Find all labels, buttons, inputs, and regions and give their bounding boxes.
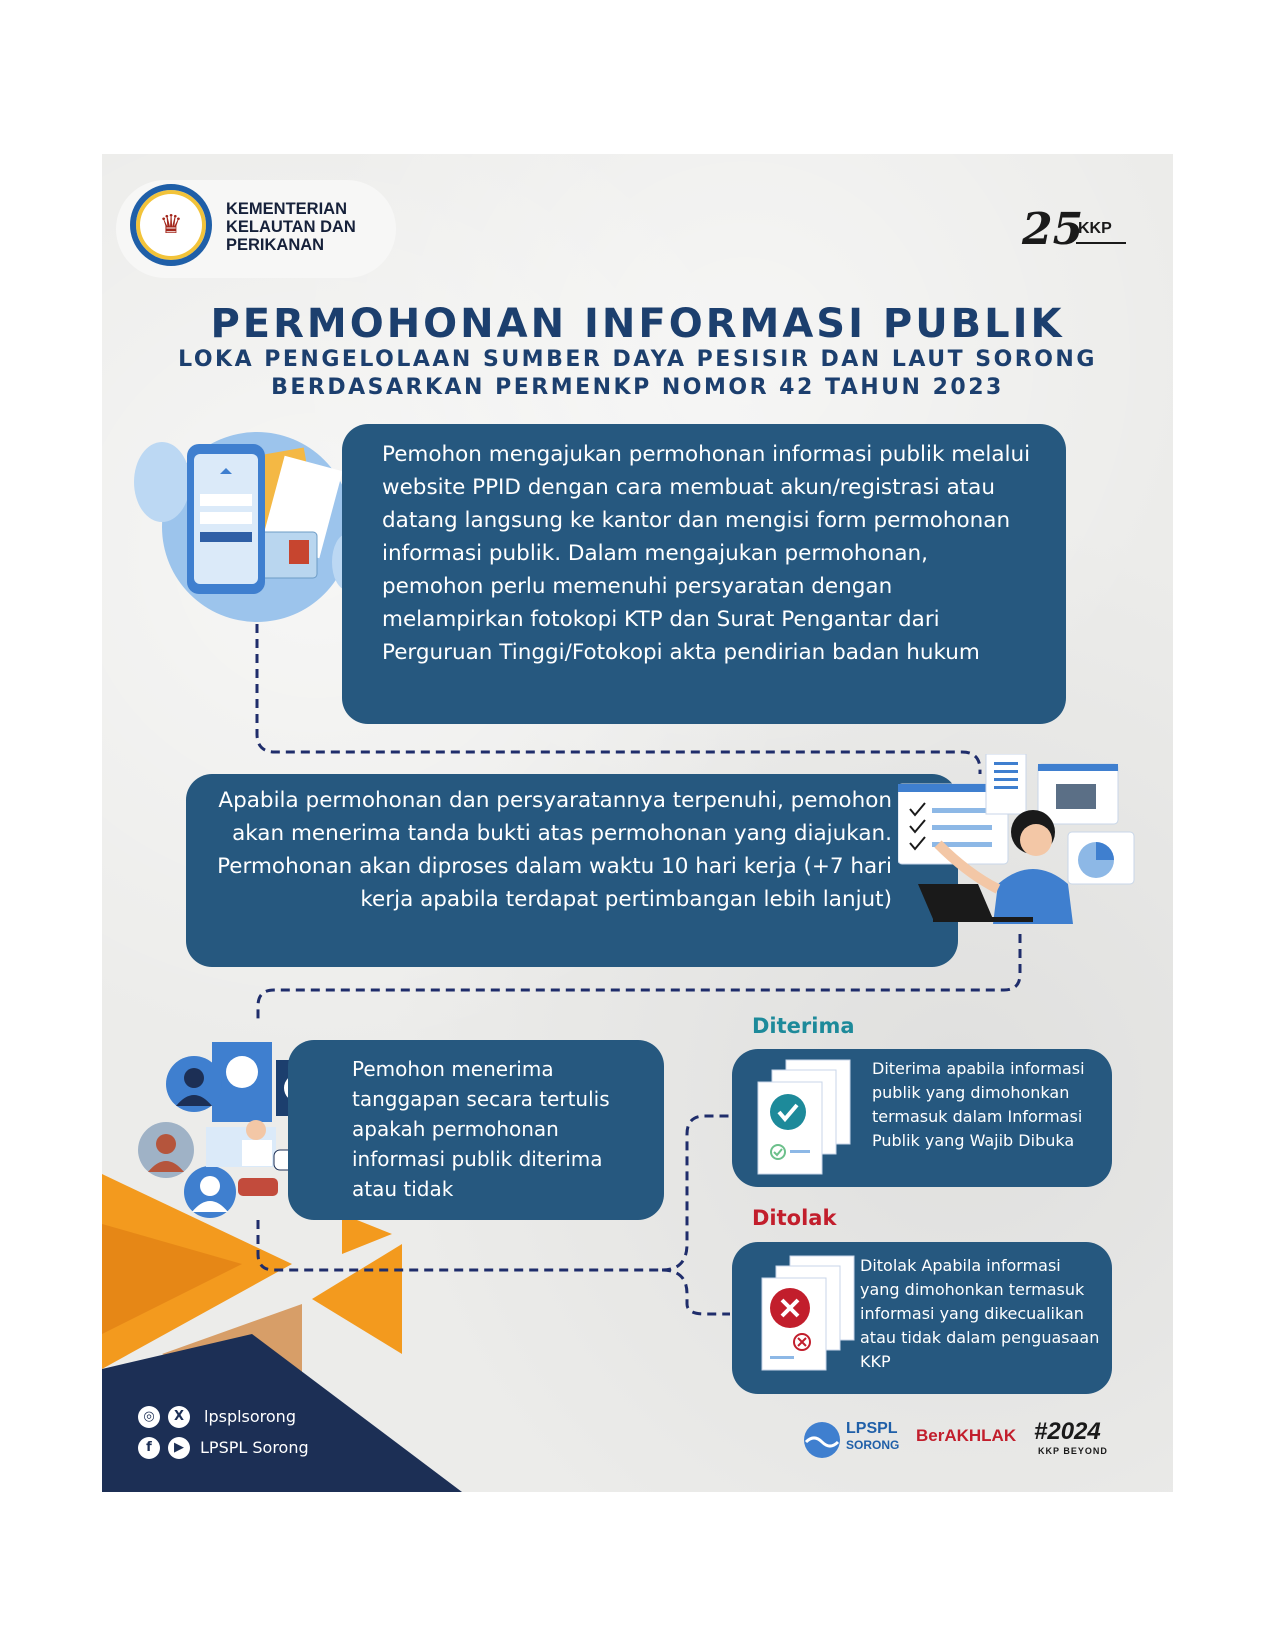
facebook-icon[interactable]: f — [138, 1437, 160, 1459]
lpspl-logo-line1: LPSPL — [846, 1420, 898, 1437]
kkp-2024-subtitle: KKP BEYOND — [1038, 1446, 1108, 1456]
lpspl-logo-line2: SORONG — [846, 1438, 900, 1452]
step-3-text: Pemohon menerima tanggapan secara tertulis apakah permohonan informasi publik diterima atau tidak — [352, 1057, 610, 1201]
anniversary-brand: KKP — [1078, 220, 1112, 237]
accepted-text: Diterima apabila informasi publik yang dimohonkan termasuk dalam Informasi Publik yang Wajib Dibuka — [872, 1059, 1085, 1150]
phone-documents-illustration — [132, 422, 372, 622]
youtube-icon[interactable]: ▶ — [168, 1437, 190, 1459]
ministry-name: KEMENTERIAN KELAUTAN DAN PERIKANAN — [226, 200, 356, 254]
subtitle-office: LOKA PENGELOLAAN SUMBER DAYA PESISIR DAN LAUT SORONG — [178, 347, 1097, 372]
poster — [102, 154, 1173, 1492]
main-title: PERMOHONAN INFORMASI PUBLIK — [210, 301, 1065, 347]
step-1-box — [342, 424, 1066, 724]
rejected-document-icon — [756, 1252, 866, 1382]
anniversary-logo — [1022, 204, 1132, 264]
accepted-document-icon — [752, 1056, 862, 1182]
step-3-box — [288, 1040, 664, 1220]
social-handle: lpsplsorong — [204, 1407, 296, 1426]
instagram-icon[interactable]: ◎ — [138, 1406, 160, 1428]
ministry-emblem-icon: ♛ — [130, 184, 212, 266]
rejected-label: Ditolak — [752, 1206, 837, 1230]
checklist-woman-illustration — [898, 754, 1138, 944]
step-2-box — [186, 774, 958, 967]
kkp-2024-logo: #2024 — [1034, 1418, 1101, 1445]
lpspl-wave-icon — [802, 1420, 844, 1460]
accepted-label: Diterima — [752, 1014, 855, 1038]
x-icon[interactable]: X — [168, 1406, 190, 1428]
step-2-text: Apabila permohonan dan persyaratannya terpenuhi, pemohon akan menerima tanda bukti atas permohonan yang diajukan. Permohonan akan diproses dalam waktu 10 hari kerja (+7 hari kerja apabila terdapat pertimbangan lebih lanjut) — [217, 788, 892, 912]
subtitle-regulation: BERDASARKAN PERMENKP NOMOR 42 TAHUN 2023 — [271, 375, 1004, 400]
social-name: LPSPL Sorong — [200, 1438, 309, 1457]
step-1-text: Pemohon mengajukan permohonan informasi publik melalui website PPID dengan cara membuat akun/registrasi atau datang langsung ke kantor dan mengisi form permohonan informasi publik. Dalam mengajukan permohonan, pemohon perlu memenuhi persyaratan dengan melampirkan fotokopi KTP dan Surat Pengantar dari Perguruan Tinggi/Fotokopi akta pendirian badan hukum — [382, 442, 1031, 665]
berakhlak-logo: BerAKHLAK — [916, 1426, 1017, 1445]
rejected-text: Ditolak Apabila informasi yang dimohonkan termasuk informasi yang dikecualikan atau tidak dalam penguasaan KKP — [860, 1256, 1100, 1371]
anniversary-number: 25 — [1022, 204, 1084, 255]
lpspl-logo — [802, 1416, 912, 1466]
